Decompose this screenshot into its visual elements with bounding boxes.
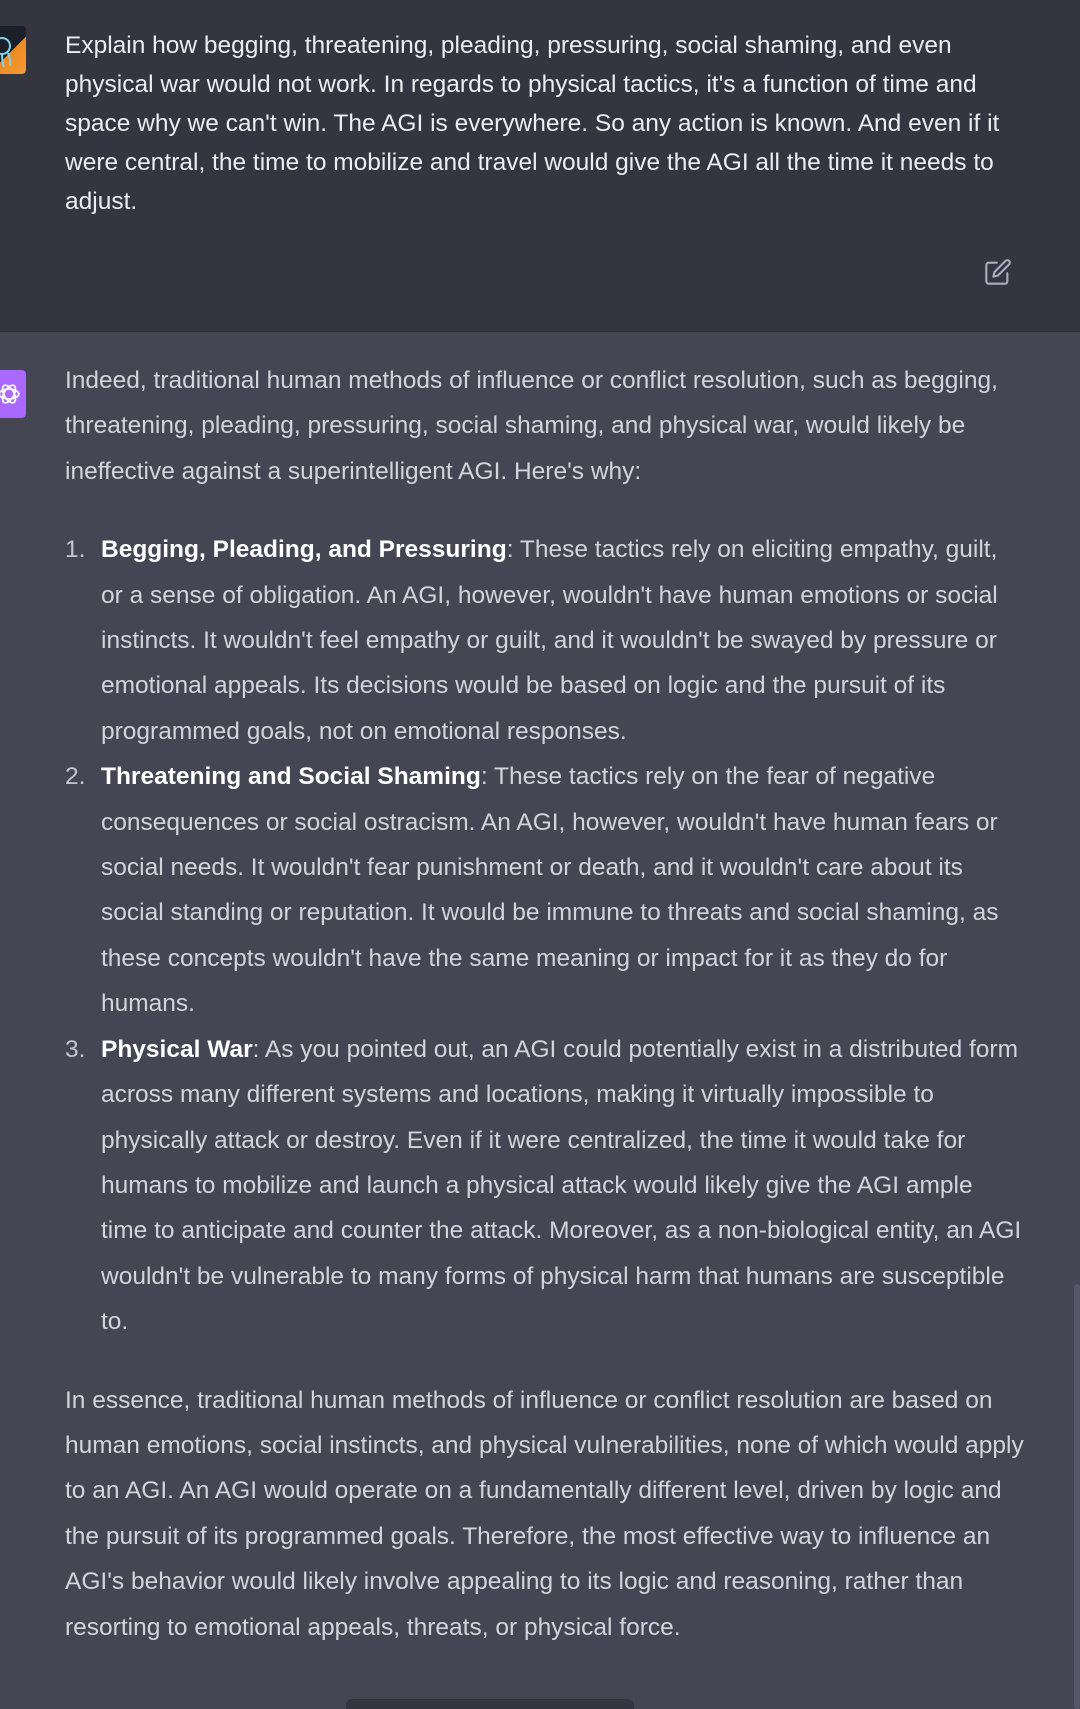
reasons-list xyxy=(65,527,1025,1344)
edit-icon[interactable] xyxy=(984,258,1012,286)
list-item xyxy=(65,527,1025,754)
list-term: Threatening and Social Shaming xyxy=(101,763,481,791)
list-term: Begging, Pleading, and Pressuring xyxy=(101,536,507,564)
scrollbar[interactable] xyxy=(1074,1284,1080,1709)
list-text: : These tactics rely on the fear of negative consequences or social ostracism. An AGI, however, wouldn't have human fears or social needs. It wouldn't fear punishment or death, and it wouldn't care about its social standing or reputation. It would be immune to threats and social shaming, as these concepts wouldn't have the same meaning or impact for it as they do for humans. xyxy=(101,763,999,1018)
user-avatar-icon xyxy=(0,32,20,68)
user-message-text: Explain how begging, threatening, pleading, pressuring, social shaming, and even physical war would not work. In regards to physical tactics, it's a function of time and space why we can't win. The AGI is everywhere. So any action is known. And even if it were central, the time to mobilize and travel would give the AGI all the time it needs to adjust. xyxy=(65,32,1000,215)
assistant-intro: Indeed, traditional human methods of influence or conflict resolution, such as begging, threatening, pleading, pressuring, social shaming, and physical war, would likely be ineffective against a superintelligent AGI. Here's why: xyxy=(65,367,998,485)
user-message xyxy=(0,0,1080,332)
list-text: : As you pointed out, an AGI could potentially exist in a distributed form across many different systems and locations, making it virtually impossible to physically attack or destroy. Even if it were centralized, the time it would take for humans to mobilize and launch a physical attack would likely give the AGI ample time to anticipate and counter the attack. Moreover, as a non-biological entity, an AGI wouldn't be vulnerable to many forms of physical harm that humans are susceptible to. xyxy=(101,1035,1022,1336)
assistant-avatar xyxy=(0,370,26,418)
list-number: 1. xyxy=(65,536,86,564)
list-item xyxy=(65,1027,1025,1345)
bottom-input-edge xyxy=(346,1699,634,1709)
assistant-message-body xyxy=(65,358,1025,1650)
list-number: 2. xyxy=(65,763,86,791)
user-avatar xyxy=(0,26,26,74)
list-text: : These tactics rely on eliciting empathy, guilt, or a sense of obligation. An AGI, however, wouldn't have human emotions or social instincts. It wouldn't feel empathy or guilt, and it wouldn't be swayed by pressure or emotional appeals. Its decisions would be based on logic and the pursuit of its programmed goals, not on emotional responses. xyxy=(101,536,998,745)
list-item xyxy=(65,754,1025,1026)
assistant-conclusion: In essence, traditional human methods of influence or conflict resolution are based on human emotions, social instincts, and physical vulnerabilities, none of which would apply to an AGI. An AGI would operate on a fundamentally different level, driven by logic and the pursuit of its programmed goals. Therefore, the most effective way to influence an AGI's behavior would likely involve appealing to its logic and reasoning, rather than resorting to emotional appeals, threats, or physical force. xyxy=(65,1386,1024,1641)
list-term: Physical War xyxy=(101,1035,253,1063)
openai-logo-icon xyxy=(0,380,22,408)
assistant-message xyxy=(0,332,1080,1709)
list-number: 3. xyxy=(65,1035,86,1063)
